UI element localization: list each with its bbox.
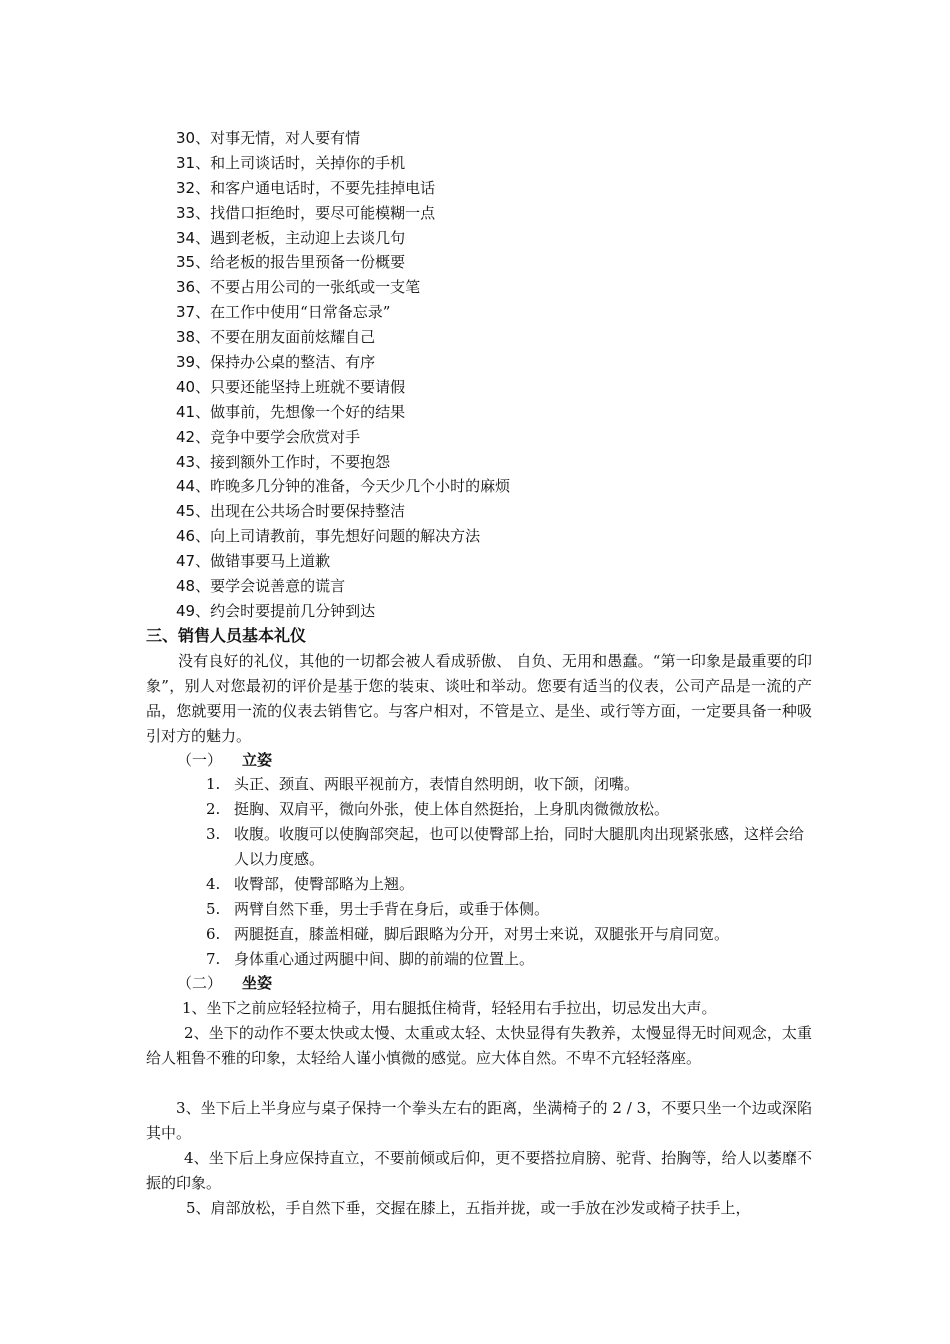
list-item: 38、不要在朋友面前炫耀自己 — [176, 328, 376, 347]
list-item: 35、给老板的报告里预备一份概要 — [176, 253, 406, 272]
list-marker: 6. — [206, 925, 221, 943]
subheading-sitting — [177, 971, 272, 996]
list-marker: 3. — [206, 825, 221, 843]
list-item: 48、要学会说善意的谎言 — [176, 577, 346, 596]
list-item: 1. 头正、颈直、两眼平视前方，表情自然明朗，收下颌，闭嘴。 — [196, 772, 806, 797]
list-item: 45、出现在公共场合时要保持整洁 — [176, 502, 406, 521]
subheading-title: 立姿 — [242, 751, 273, 769]
list-item: 7. 身体重心通过两腿中间、脚的前端的位置上。 — [196, 947, 806, 972]
list-marker: 4. — [206, 875, 221, 893]
list-item: 3. 收腹。收腹可以使胸部突起，也可以使臀部上抬，同时大腿肌肉出现紧张感，这样会给人以力度感。 — [196, 822, 806, 872]
list-item: 47、做错事要马上道歉 — [176, 552, 331, 571]
subheading-number: （二） — [177, 974, 223, 992]
subheading-title: 坐姿 — [242, 974, 273, 992]
list-item: 36、不要占用公司的一张纸或一支笔 — [176, 278, 421, 297]
list-item: 31、和上司谈话时，关掉你的手机 — [176, 153, 406, 172]
sitting-paragraph: 3、坐下后上半身应与桌子保持一个拳头左右的距离，坐满椅子的 2 / 3，不要只坐一个边或深陷其中。 — [146, 1099, 812, 1142]
list-marker: 7. — [206, 950, 221, 968]
subheading-standing — [177, 748, 272, 773]
subheading-number: （一） — [177, 751, 223, 769]
list-item: 5. 两臂自然下垂，男士手背在身后，或垂于体侧。 — [196, 897, 806, 922]
list-item: 44、昨晚多几分钟的准备，今天少几个小时的麻烦 — [176, 477, 511, 496]
list-item: 34、遇到老板，主动迎上去谈几句 — [176, 228, 406, 247]
list-item: 41、做事前，先想像一个好的结果 — [176, 402, 406, 421]
list-item: 40、只要还能坚持上班就不要请假 — [176, 377, 406, 396]
list-item: 2. 挺胸、双肩平，微向外张，使上体自然挺抬，上身肌肉微微放松。 — [196, 797, 806, 822]
list-item: 30、对事无情，对人要有情 — [176, 129, 361, 147]
sitting-paragraph: 4、坐下后上身应保持直立，不要前倾或后仰，更不要搭拉肩膀、驼背、抬胸等，给人以萎靡不振的印象。 — [146, 1149, 812, 1192]
list-item: 43、接到额外工作时，不要抱怨 — [176, 452, 391, 471]
list-item: 6. 两腿挺直，膝盖相碰，脚后跟略为分开，对男士来说，双腿张开与肩同宽。 — [196, 922, 806, 947]
list-item: 49、约会时要提前几分钟到达 — [176, 601, 376, 620]
sitting-paragraph: 2、坐下的动作不要太快或太慢、太重或太轻、太快显得有失教养，太慢显得无时间观念，太重给人粗鲁不雅的印象，太轻给人谨小慎微的感觉。应大体自然。不卑不亢轻轻落座。 — [146, 1024, 812, 1067]
list-item: 37、在工作中使用“日常备忘录” — [176, 303, 391, 322]
list-item: 33、找借口拒绝时，要尽可能模糊一点 — [176, 203, 436, 222]
list-item: 32、和客户通电话时，不要先挂掉电话 — [176, 178, 436, 197]
section-heading: 三、销售人员基本礼仪 — [146, 626, 307, 645]
list-marker: 1. — [206, 775, 221, 793]
sitting-paragraph: 5、肩部放松，手自然下垂，交握在膝上，五指并拢，或一手放在沙发或椅子扶手上， — [186, 1199, 751, 1217]
list-marker: 2. — [206, 800, 221, 818]
sitting-paragraph: 1、坐下之前应轻轻拉椅子，用右腿抵住椅背，轻轻用右手拉出，切忌发出大声。 — [182, 999, 717, 1017]
standing-posture-list — [196, 772, 806, 972]
list-marker: 5. — [206, 900, 221, 918]
intro-paragraph: 没有良好的礼仪，其他的一切都会被人看成骄傲、 自负、无用和愚蠢。“第一印象是最重要的印象”，别人对您最初的评价是基于您的装束、谈吐和举动。您要有适当的仪表，公司产品是一流的产品，您就要用一流的仪表去销售它。与客户相对，不管是立、是坐、或行等方面，一定要具备一种吸引对方的魅力。 — [146, 652, 812, 745]
workplace-tips-list — [176, 126, 510, 624]
list-item: 4. 收臀部，使臀部略为上翘。 — [196, 872, 806, 897]
list-item: 46、向上司请教前，事先想好问题的解决方法 — [176, 527, 481, 546]
list-item: 39、保持办公桌的整洁、有序 — [176, 353, 376, 372]
list-item: 42、竞争中要学会欣赏对手 — [176, 427, 361, 446]
